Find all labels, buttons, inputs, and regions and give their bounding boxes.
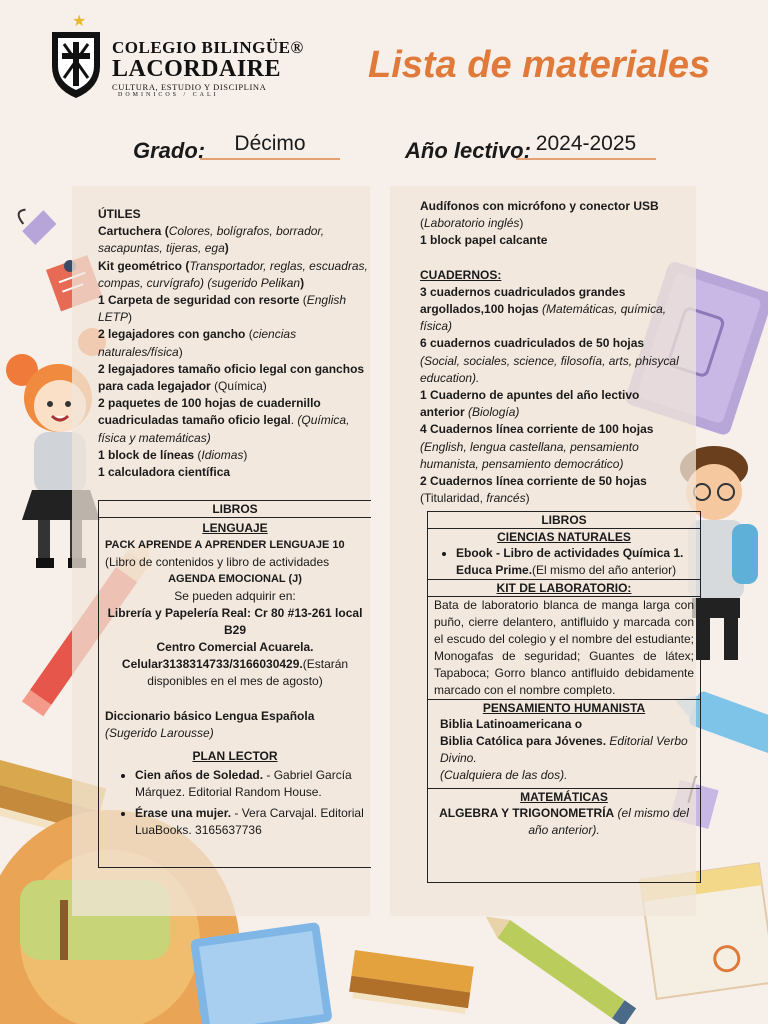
pensamiento-heading: PENSAMIENTO HUMANISTA [428, 699, 700, 716]
list-item: 2 legajadores tamaño oficio legal con ganchos para cada legajador (Química) [98, 361, 365, 394]
plan-lector-list [105, 767, 365, 839]
celular-info: Celular3138314733/3166030429.(Estarán disponibles en el mes de agosto) [121, 657, 349, 688]
school-crest-icon [48, 26, 104, 100]
list-item: 4 Cuadernos línea corriente de 100 hojas (English, lengua castellana, pensamiento humanista, pensamiento democrático) [420, 422, 654, 471]
star-icon: ★ [72, 11, 87, 30]
right-libros-box [427, 511, 701, 883]
list-item: 1 Cuaderno de apuntes del año lectivo anterior (Biología) [420, 388, 640, 420]
ciencias-heading: CIENCIAS NATURALES [497, 530, 631, 544]
cuadernos-heading: CUADERNOS: [420, 267, 502, 282]
biblia-option-1: Biblia Latinoamericana o [440, 717, 583, 731]
list-item: 3 cuadernos cuadriculados grandes argollados,100 hojas (Matemáticas, química, física) [420, 284, 667, 334]
libreria-address: Librería y Papelería Real: Cr 80 #13-261 local B29 [107, 606, 363, 637]
kit-text: Bata de laboratorio blanca de manga larga con puño, cierre delantero, antifluido y marcada con el escudo del colegio y el nombre del estudiante; Monogafas de seguridad; Guantes de látex; Tapaboca; Gorro blanco antifluido debidamente marcado con el nombre completo. [434, 598, 694, 697]
kit-heading: KIT DE LABORATORIO: [428, 579, 700, 597]
audifonos-item: Audífonos con micrófono y conector USB [420, 199, 659, 213]
school-tagline: CULTURA, ESTUDIO Y DISCIPLINA [112, 82, 267, 92]
school-name-line2: LACORDAIRE [112, 56, 282, 82]
list-item: 2 Cuadernos línea corriente de 50 hojas (Titularidad, francés) [420, 474, 647, 506]
right-column [420, 198, 682, 507]
plan-lector-heading: PLAN LECTOR [192, 749, 278, 763]
biblia-note: (Cualquiera de las dos). [440, 768, 568, 782]
list-item: • Cien años de Soledad. - Gabriel García Márquez. Editorial Random House. [135, 767, 365, 801]
libros-heading: LIBROS [428, 512, 700, 529]
list-item: 2 paquetes de 100 hojas de cuadernillo cuadriculadas tamaño oficio legal. (Química, física y matemáticas) [98, 396, 350, 445]
pack-title: PACK APRENDE A APRENDER LENGUAJE 10 [105, 539, 345, 551]
pen-icon [479, 907, 636, 1024]
diccionario-item: Diccionario básico Lengua Española (Sugerido Larousse) [105, 709, 315, 740]
ano-lectivo-label: Año lectivo: [405, 138, 531, 163]
lenguaje-heading: LENGUAJE [202, 521, 268, 535]
pack-description: (Libro de contenidos y libro de actividades [105, 555, 330, 569]
page-title: Lista de materiales [368, 44, 711, 86]
list-item: Cartuchera (Colores, bolígrafos, borrador, sacapuntas, tijeras, ega) [98, 224, 325, 256]
ciencias-list [428, 545, 700, 579]
school-city: DOMINICOS / CALI [118, 92, 219, 98]
ano-lectivo-field[interactable]: 2024-2025 [516, 132, 656, 160]
centro-comercial: Centro Comercial Acuarela. [156, 640, 314, 654]
audifonos-note: (Laboratorio inglés) [420, 216, 524, 231]
book-bottom-icon [348, 950, 474, 1014]
matematicas-heading: MATEMÁTICAS [428, 788, 700, 805]
adquirir-text: Se pueden adquirir en: [174, 589, 296, 603]
school-name-line1: COLEGIO BILINGÜE® [112, 38, 304, 57]
left-column [98, 206, 368, 481]
list-item: Kit geométrico (Transportador, reglas, escuadras, compas, curvígrafo) (sugerido Pelikan) [98, 258, 368, 290]
left-libros-box [98, 500, 371, 868]
binder-clip-icon [14, 200, 60, 248]
libros-heading: LIBROS [99, 501, 371, 518]
list-item: • Ebook - Libro de actividades Química 1. Educa Prime.(El mismo del año anterior) [456, 545, 700, 579]
utiles-heading: ÚTILES [98, 207, 141, 221]
matematicas-text: ALGEBRA Y TRIGONOMETRÍA (el mismo del año anterior). [439, 806, 689, 837]
list-item: 1 Carpeta de seguridad con resorte (English LETP) [98, 293, 347, 325]
grado-label: Grado: [133, 138, 206, 163]
block-item: 1 block papel calcante [420, 233, 548, 248]
grado-field[interactable]: Décimo [200, 132, 340, 160]
list-item: • Érase una mujer. - Vera Carvajal. Editorial LuaBooks. 3165637736 [135, 805, 365, 839]
list-item: 1 calculadora científica [98, 465, 231, 480]
list-item: 1 block de líneas (Idiomas) [98, 447, 248, 462]
notebook-bottom-icon [190, 922, 333, 1024]
list-item: 6 cuadernos cuadriculados de 50 hojas (Social, sociales, science, filosofía, arts, phisycal education). [420, 336, 679, 385]
agenda-title: AGENDA EMOCIONAL (J) [168, 573, 302, 585]
list-item: 2 legajadores con gancho (ciencias naturales/física) [98, 327, 297, 359]
biblia-option-2: Biblia Católica para Jóvenes. Editorial Verbo Divino. [440, 734, 688, 765]
